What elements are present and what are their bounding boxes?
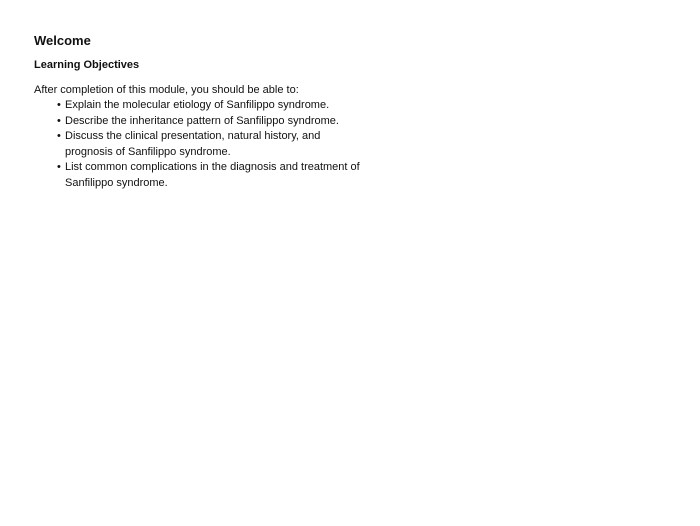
bullet-icon: • (57, 114, 61, 127)
bullet-icon: • (57, 99, 61, 111)
page-title: Welcome (34, 33, 91, 48)
section-heading: Learning Objectives (34, 59, 140, 71)
bullet-icon: • (57, 161, 61, 173)
module-content (34, 33, 394, 191)
objective-item (57, 114, 362, 130)
objective-item (57, 160, 362, 191)
bullet-icon: • (57, 130, 61, 142)
objective-item (57, 98, 362, 114)
objective-text: Describe the inheritance pattern of Sanfilippo syndrome. (65, 114, 339, 127)
objective-text: List common complications in the diagnosis and treatment of Sanfilippo syndrome. (65, 161, 360, 189)
objective-item (57, 129, 362, 160)
objectives-list (34, 98, 362, 191)
objective-text: Explain the molecular etiology of Sanfilippo syndrome. (65, 99, 330, 111)
intro-text: After completion of this module, you should be able to: (34, 84, 299, 96)
objective-text: Discuss the clinical presentation, natural history, and prognosis of Sanfilippo syndrome. (65, 130, 321, 158)
